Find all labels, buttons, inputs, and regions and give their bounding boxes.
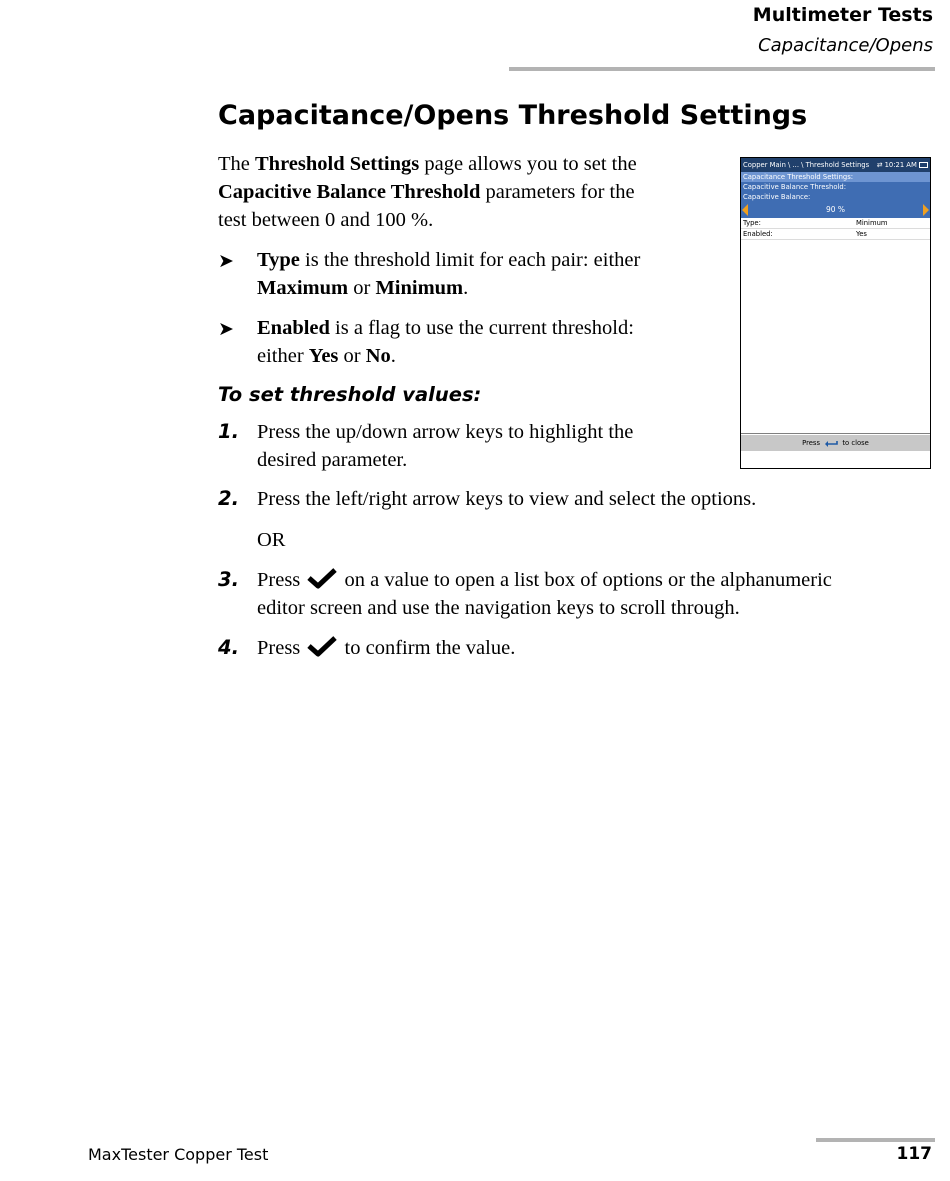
device-screenshot [740, 157, 931, 469]
step-number: 1. [218, 420, 239, 443]
intro-text: The [218, 153, 255, 175]
section-title: Capacitance/Opens Threshold Settings [218, 100, 808, 131]
device-title-bar [741, 158, 930, 172]
device-row-balance[interactable]: Capacitive Balance: [741, 192, 930, 202]
return-key-icon [824, 440, 838, 447]
procedure-heading: To set threshold values: [218, 383, 482, 406]
device-status [877, 161, 928, 169]
bullet-text: . [390, 345, 396, 367]
bullet-text: is the threshold limit for each pair: either [299, 249, 641, 271]
footer-text: to close [842, 439, 869, 447]
bullet-bold: Yes [308, 345, 339, 367]
field-value: Yes [856, 230, 867, 238]
device-value-selector[interactable] [741, 202, 930, 218]
running-header-title: Multimeter Tests [752, 4, 933, 26]
footer-rule [816, 1138, 935, 1142]
device-row-settings[interactable]: Capacitance Threshold Settings: [741, 172, 930, 182]
intro-text: test between 0 and 100 %. [218, 209, 434, 231]
bullet-bold: Minimum [375, 277, 464, 299]
intro-bold: Threshold Settings [255, 153, 420, 175]
step-3 [257, 566, 832, 622]
bullet-arrow: ➤ [218, 319, 234, 340]
bullet-type [257, 246, 640, 302]
page-number: 117 [896, 1144, 932, 1164]
step-number: 3. [218, 568, 239, 591]
intro-text: parameters for the [480, 181, 635, 203]
bullet-bold: No [365, 345, 391, 367]
step-text: Press the left/right arrow keys to view and select the options. [257, 488, 757, 510]
bullet-text: or [338, 345, 366, 367]
intro-bold: Capacitive Balance Threshold [218, 181, 481, 203]
checkmark-icon [307, 567, 337, 589]
checkmark-icon [307, 635, 337, 657]
bullet-text: or [348, 277, 376, 299]
step-2 [257, 485, 756, 513]
step-4 [257, 634, 515, 662]
bullet-bold: Type [257, 249, 300, 271]
device-value: 90 % [825, 205, 846, 214]
device-field-type[interactable] [741, 218, 930, 229]
step-text: on a value to open a list box of options or the alphanumeric [339, 569, 832, 591]
step-1 [257, 418, 633, 474]
field-value: Minimum [856, 219, 888, 227]
device-footer[interactable] [741, 435, 930, 451]
battery-icon [919, 162, 928, 168]
footer-text: Press [802, 439, 821, 447]
bullet-enabled [257, 314, 634, 370]
step-text: to confirm the value. [339, 637, 516, 659]
intro-text: page allows you to set the [419, 153, 637, 175]
device-footer-divider [741, 433, 930, 434]
bullet-text: either [257, 345, 309, 367]
device-breadcrumb: Copper Main \ ... \ Threshold Settings [743, 161, 870, 169]
device-field-enabled[interactable] [741, 229, 930, 240]
device-time: 10:21 AM [884, 161, 917, 169]
or-text: OR [257, 529, 286, 551]
bullet-text: . [463, 277, 469, 299]
field-label: Enabled: [743, 230, 773, 238]
header-rule [509, 67, 935, 71]
intro-paragraph [218, 150, 637, 234]
right-arrow-icon[interactable] [923, 204, 929, 216]
step-number: 2. [218, 487, 239, 510]
device-row-threshold[interactable]: Capacitive Balance Threshold: [741, 182, 930, 192]
footer-doc-title: MaxTester Copper Test [88, 1145, 269, 1164]
step-text: Press the up/down arrow keys to highlight the [257, 421, 634, 443]
bullet-bold: Enabled [257, 317, 330, 339]
running-header-subtitle: Capacitance/Opens [758, 35, 933, 56]
field-label: Type: [743, 219, 761, 227]
step-number: 4. [218, 636, 239, 659]
sync-icon: ⇄ [876, 161, 883, 169]
step-text: Press [257, 637, 306, 659]
bullet-text: is a flag to use the current threshold: [329, 317, 634, 339]
bullet-arrow: ➤ [218, 251, 234, 272]
step-text: desired parameter. [257, 449, 408, 471]
bullet-bold: Maximum [257, 277, 349, 299]
step-text: Press [257, 569, 306, 591]
step-text: editor screen and use the navigation keys to scroll through. [257, 597, 740, 619]
